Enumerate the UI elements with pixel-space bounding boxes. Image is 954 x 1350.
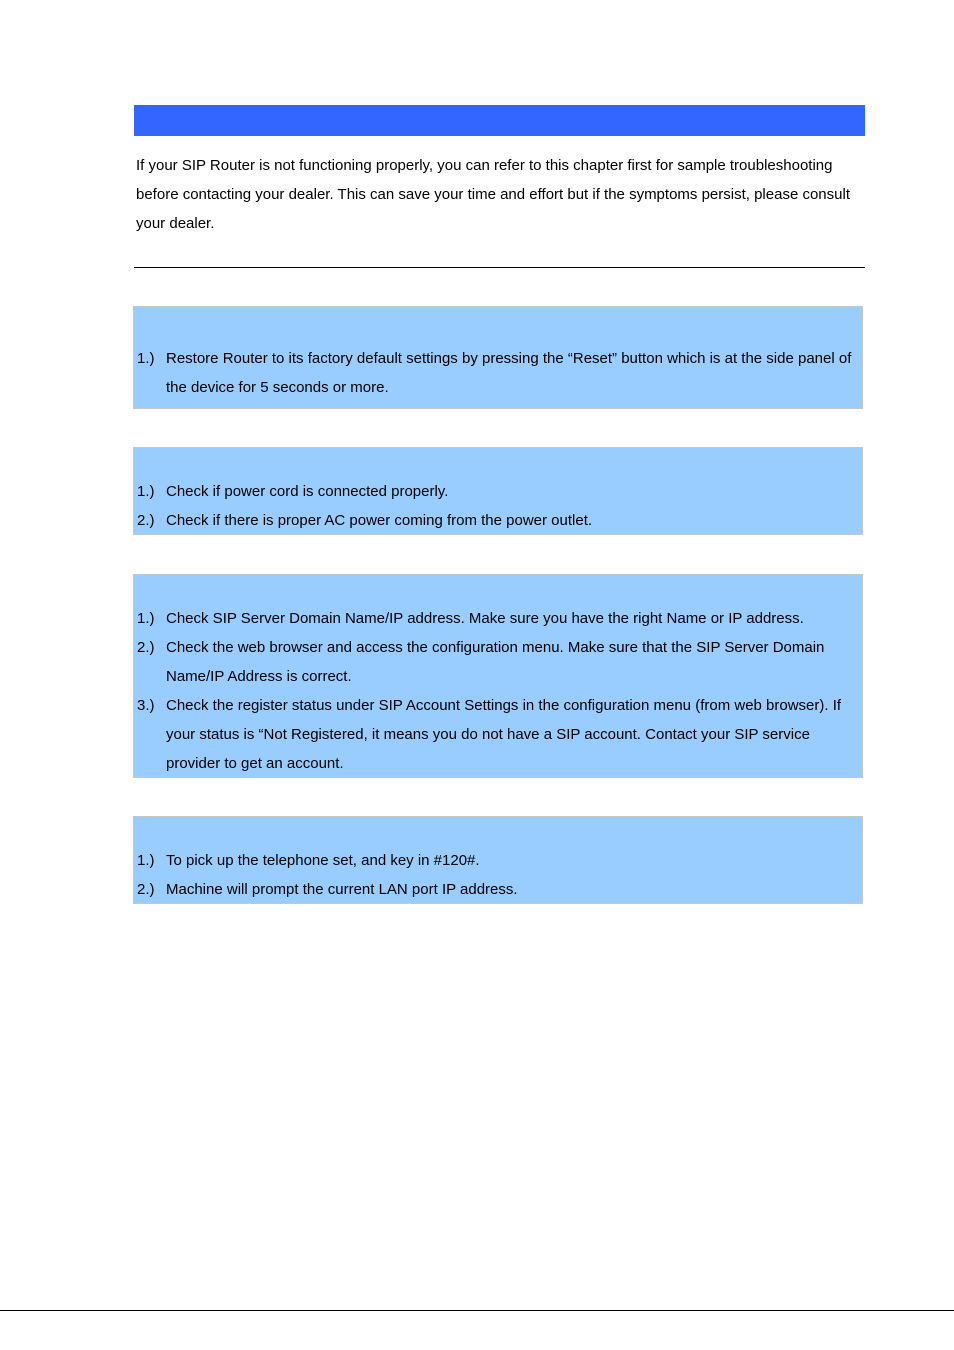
power-section-box	[133, 447, 863, 535]
step-text: To pick up the telephone set, and key in #120#.	[166, 852, 480, 869]
step-number: 2.)	[137, 881, 155, 898]
list-item	[137, 604, 862, 633]
step-text: Restore Router to its factory default settings by pressing the “Reset” button which is at the side panel of the device for 5 seconds or more.	[166, 350, 852, 396]
step-text: Check the web browser and access the configuration menu. Make sure that the SIP Server Domain Name/IP Address is correct.	[166, 639, 825, 685]
section-divider	[134, 267, 865, 268]
sip-section-box	[133, 574, 863, 778]
step-text: Check if power cord is connected properly.	[166, 483, 449, 500]
sip-steps-list	[137, 604, 862, 778]
list-item	[137, 875, 862, 904]
reset-steps-list	[137, 344, 862, 402]
ip-section-box	[133, 816, 863, 904]
list-item	[137, 691, 862, 778]
step-number: 1.)	[137, 852, 155, 869]
reset-section-box	[133, 306, 863, 409]
step-text: Check SIP Server Domain Name/IP address. Make sure you have the right Name or IP address.	[166, 610, 804, 627]
step-number: 1.)	[137, 610, 155, 627]
step-number: 1.)	[137, 350, 155, 367]
list-item	[137, 477, 862, 506]
step-number: 1.)	[137, 483, 155, 500]
footer-divider	[0, 1310, 954, 1311]
chapter-title-bar	[134, 105, 865, 136]
list-item	[137, 344, 862, 402]
intro-paragraph: If your SIP Router is not functioning properly, you can refer to this chapter first for sample troubleshooting before contacting your dealer. This can save your time and effort but if the symptoms persist, please consult your dealer.	[136, 157, 850, 232]
list-item	[137, 633, 862, 691]
list-item	[137, 506, 862, 535]
ip-steps-list	[137, 846, 862, 904]
step-text: Check the register status under SIP Account Settings in the configuration menu (from web browser). If your status is “Not Registered, it means you do not have a SIP account. Contact your SIP service provider to get an account.	[166, 697, 842, 772]
power-steps-list	[137, 477, 862, 535]
list-item	[137, 846, 862, 875]
step-number: 2.)	[137, 512, 155, 529]
step-number: 2.)	[137, 639, 155, 656]
step-number: 3.)	[137, 697, 155, 714]
step-text: Check if there is proper AC power coming from the power outlet.	[166, 512, 593, 529]
step-text: Machine will prompt the current LAN port IP address.	[166, 881, 518, 898]
